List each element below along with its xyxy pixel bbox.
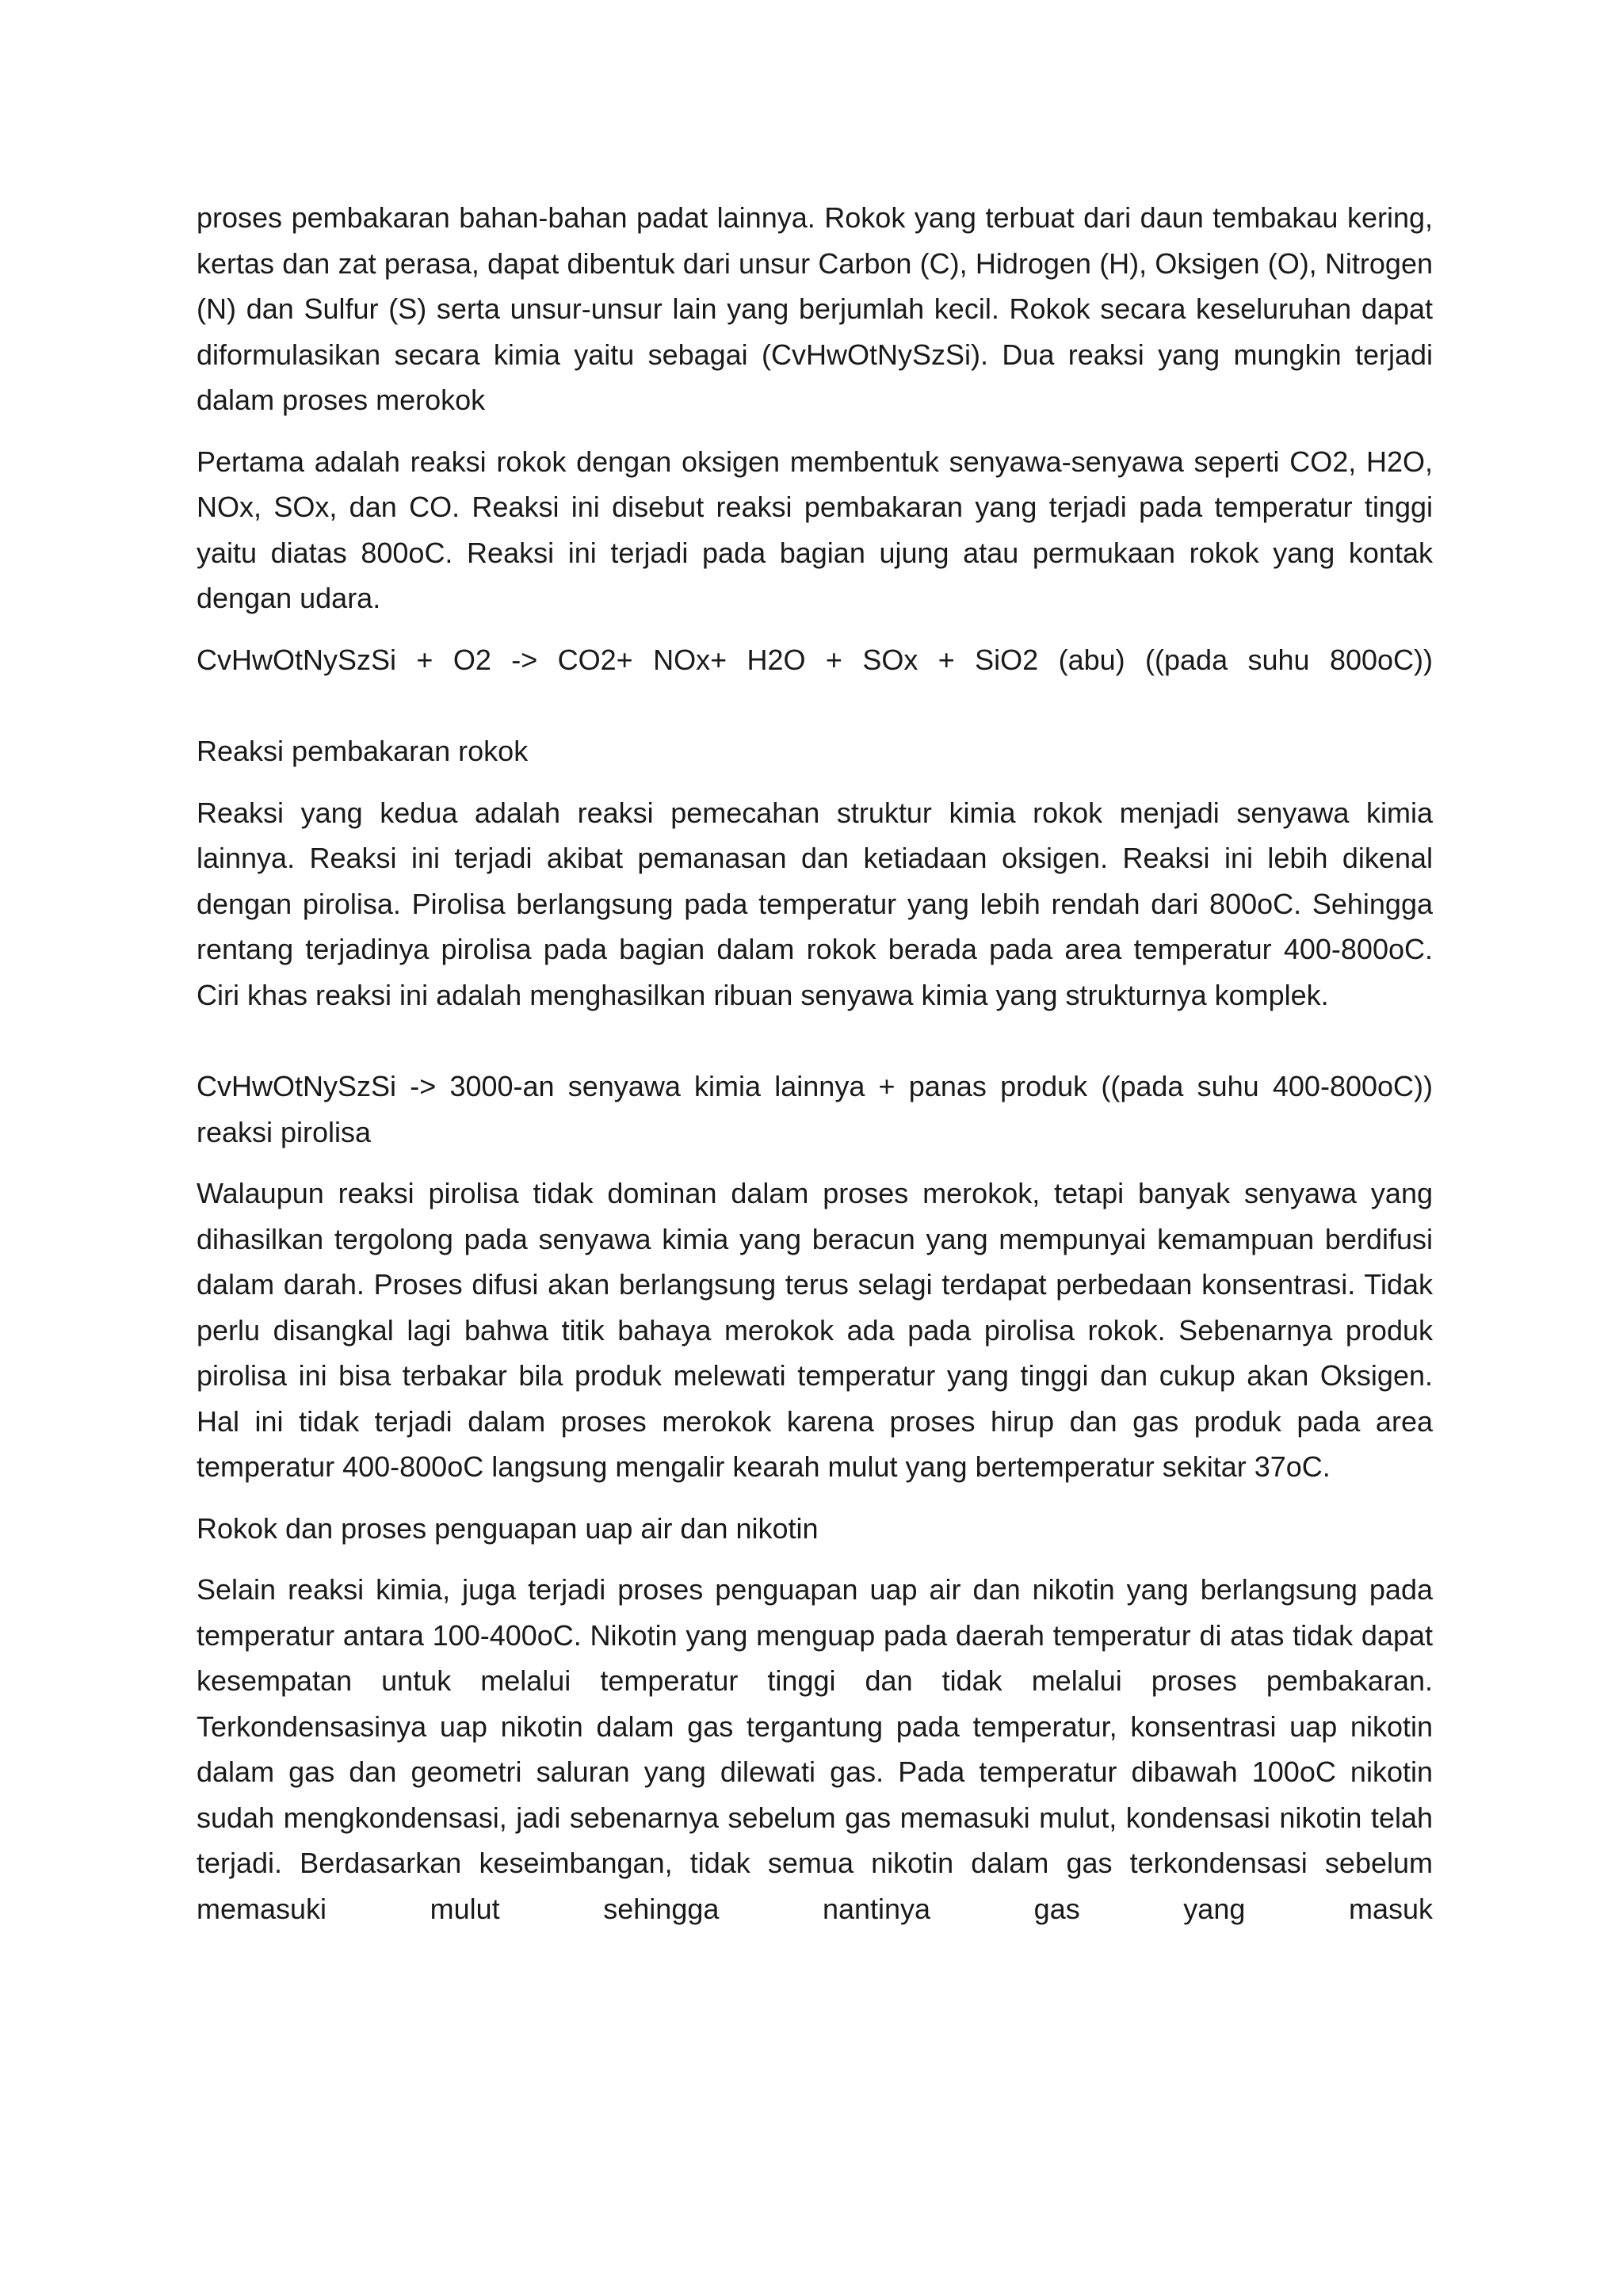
section-heading-evaporation: Rokok dan proses penguapan uap air dan nikotin [197,1511,819,1545]
paragraph-evaporation: Selain reaksi kimia, juga terjadi proses penguapan uap air dan nikotin yang berlangsung pada temperatur antara 100-400oC. Nikotin yang menguap pada daerah temperatur di atas tidak dapat kesempatan untuk melalui temperatur tinggi dan tidak melalui proses pembakaran. Terkondensasinya uap nikotin dalam gas tergantung pada temperatur, konsentrasi uap nikotin dalam gas dan geometri saluran yang dilewati gas. Pada temperatur dibawah 100oC nikotin sudah mengkondensasi, jadi sebenarnya sebelum gas memasuki mulut, kondensasi nikotin telah terjadi. Berdasarkan keseimbangan, tidak semua nikotin dalam gas terkondensasi sebelum memasuki mulut sehingga nantinya gas yang masuk [197,1573,1433,1925]
document-body [197,195,1433,1931]
paragraph-pyrolysis: Reaksi yang kedua adalah reaksi pemecahan struktur kimia rokok menjadi senyawa kimia lainnya. Reaksi ini terjadi akibat pemanasan dan ketiadaan oksigen. Reaksi ini lebih dikenal dengan pirolisa. Pirolisa berlangsung pada temperatur yang lebih rendah dari 800oC. Sehingga rentang terjadinya pirolisa pada bagian dalam rokok berada pada area temperatur 400-800oC. Ciri khas reaksi ini adalah menghasilkan ribuan senyawa kimia yang strukturnya komplek. [197,796,1433,1011]
paragraph-composition: proses pembakaran bahan-bahan padat lainnya. Rokok yang terbuat dari daun tembakau kering, kertas dan zat perasa, dapat dibentuk dari unsur Carbon (C), Hidrogen (H), Oksigen (O), Nitrogen (N) dan Sulfur (S) serta unsur-unsur lain yang berjumlah kecil. Rokok secara keseluruhan dapat diformulasikan secara kimia yaitu sebagai (CvHwOtNySzSi). Dua reaksi yang mungkin terjadi dalam proses merokok [197,201,1433,416]
paragraph-pyrolysis-danger: Walaupun reaksi pirolisa tidak dominan dalam proses merokok, tetapi banyak senyawa yang dihasilkan tergolong pada senyawa kimia yang beracun yang mempunyai kemampuan berdifusi dalam darah. Proses difusi akan berlangsung terus selagi terdapat perbedaan konsentrasi. Tidak perlu disangkal lagi bahwa titik bahaya merokok ada pada pirolisa rokok. Sebenarnya produk pirolisa ini bisa terbakar bila produk melewati temperatur yang tinggi dan cukup akan Oksigen. Hal ini tidak terjadi dalam proses merokok karena proses hirup dan gas produk pada area temperatur 400-800oC langsung mengalir kearah mulut yang bertemperatur sekitar 37oC. [197,1177,1433,1483]
combustion-caption: Reaksi pembakaran rokok [197,735,529,767]
combustion-equation: CvHwOtNySzSi + O2 -> CO2+ NOx+ H2O + SOx + SiO2 (abu) ((pada suhu 800oC)) [197,643,1433,676]
paragraph-combustion: Pertama adalah reaksi rokok dengan oksigen membentuk senyawa-senyawa seperti CO2, H2O, NOx, SOx, dan CO. Reaksi ini disebut reaksi pembakaran yang terjadi pada temperatur tinggi yaitu diatas 800oC. Reaksi ini terjadi pada bagian ujung atau permukaan rokok yang kontak dengan udara. [197,445,1433,614]
pyrolysis-equation: CvHwOtNySzSi -> 3000-an senyawa kimia lainnya + panas produk ((pada suhu 400-800oC)) reaksi pirolisa [197,1070,1433,1148]
